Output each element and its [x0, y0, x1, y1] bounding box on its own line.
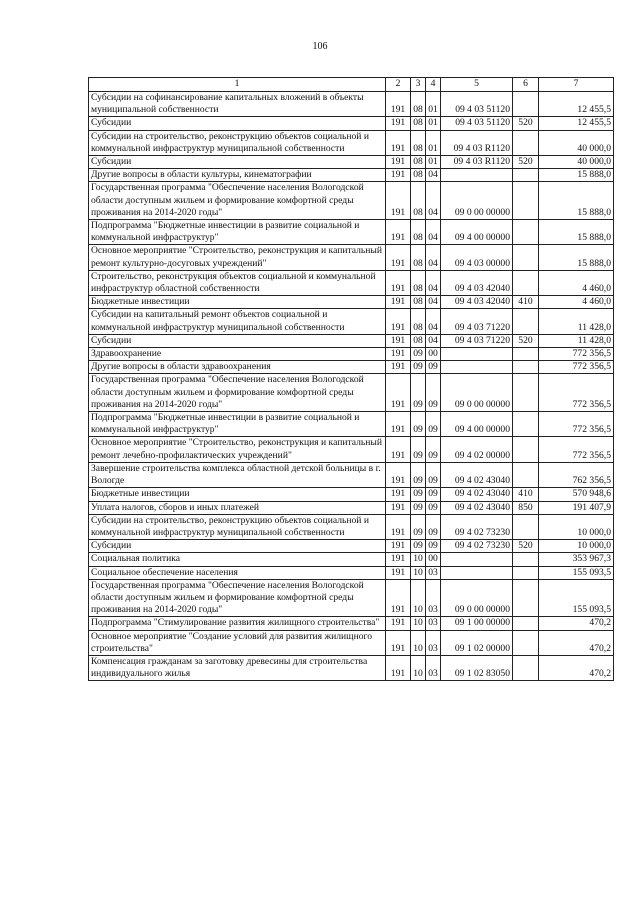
table-row [89, 130, 614, 155]
row-name-cell: Основное мероприятие "Строительство, реконструкция и капитальный ремонт культурно-досуговых учреждений" [89, 245, 386, 270]
row-subsection-cell: 04 [426, 309, 441, 334]
row-subsection-cell: 01 [426, 117, 441, 130]
row-amount-cell: 10 000,0 [539, 540, 614, 553]
row-code-cell: 191 [386, 617, 411, 630]
row-section-cell: 08 [411, 245, 426, 270]
row-expense-type-cell [513, 245, 539, 270]
row-code-cell: 191 [386, 514, 411, 539]
row-name-cell: Государственная программа "Обеспечение населения Вологодской области доступным жильем и формирование комфортной среды проживания на 2014-2020 годы" [89, 579, 386, 617]
row-subsection-cell: 03 [426, 630, 441, 655]
row-section-cell: 10 [411, 617, 426, 630]
table-row [89, 579, 614, 617]
row-code-cell: 191 [386, 540, 411, 553]
row-section-cell: 08 [411, 156, 426, 169]
row-target-article-cell [441, 169, 513, 182]
row-section-cell: 08 [411, 169, 426, 182]
row-name-cell: Бюджетные инвестиции [89, 488, 386, 501]
row-name-cell: Уплата налогов, сборов и иных платежей [89, 501, 386, 514]
table-row [89, 92, 614, 117]
header-col-6: 6 [513, 78, 539, 92]
row-target-article-cell [441, 566, 513, 579]
row-name-cell: Субсидии на строительство, реконструкцию объектов социальной и коммунальной инфраструктур муниципальной собственности [89, 514, 386, 539]
row-target-article-cell: 09 4 03 42040 [441, 270, 513, 295]
row-section-cell: 08 [411, 220, 426, 245]
row-expense-type-cell [513, 630, 539, 655]
row-code-cell: 191 [386, 462, 411, 487]
row-expense-type-cell [513, 412, 539, 437]
row-subsection-cell: 09 [426, 501, 441, 514]
table-row [89, 182, 614, 220]
row-target-article-cell: 09 4 03 R1120 [441, 156, 513, 169]
row-target-article-cell: 09 4 02 00000 [441, 437, 513, 462]
row-expense-type-cell [513, 437, 539, 462]
row-amount-cell: 353 967,3 [539, 553, 614, 566]
row-section-cell: 10 [411, 630, 426, 655]
row-target-article-cell: 09 0 00 00000 [441, 374, 513, 412]
row-code-cell: 191 [386, 182, 411, 220]
row-code-cell: 191 [386, 412, 411, 437]
row-amount-cell: 772 356,5 [539, 412, 614, 437]
table-row [89, 361, 614, 374]
row-subsection-cell: 04 [426, 296, 441, 309]
row-section-cell: 08 [411, 117, 426, 130]
table-row [89, 437, 614, 462]
row-target-article-cell: 09 0 00 00000 [441, 579, 513, 617]
row-section-cell: 08 [411, 182, 426, 220]
row-expense-type-cell [513, 182, 539, 220]
row-name-cell: Здравоохранение [89, 348, 386, 361]
table-row [89, 630, 614, 655]
row-code-cell: 191 [386, 488, 411, 501]
row-code-cell: 191 [386, 156, 411, 169]
row-subsection-cell: 03 [426, 566, 441, 579]
row-amount-cell: 772 356,5 [539, 348, 614, 361]
row-target-article-cell [441, 361, 513, 374]
row-amount-cell: 15 888,0 [539, 245, 614, 270]
row-code-cell: 191 [386, 245, 411, 270]
row-target-article-cell: 09 4 03 42040 [441, 296, 513, 309]
row-code-cell: 191 [386, 220, 411, 245]
table-row [89, 309, 614, 334]
row-amount-cell: 15 888,0 [539, 182, 614, 220]
table-row [89, 348, 614, 361]
page-number: 106 [312, 41, 328, 52]
row-target-article-cell: 09 4 02 73230 [441, 514, 513, 539]
row-subsection-cell: 09 [426, 437, 441, 462]
row-subsection-cell: 03 [426, 655, 441, 680]
row-code-cell: 191 [386, 334, 411, 347]
table-row [89, 412, 614, 437]
row-amount-cell: 15 888,0 [539, 220, 614, 245]
row-section-cell: 10 [411, 566, 426, 579]
row-subsection-cell: 09 [426, 361, 441, 374]
header-col-2: 2 [386, 78, 411, 92]
row-subsection-cell: 01 [426, 92, 441, 117]
row-subsection-cell: 00 [426, 553, 441, 566]
row-amount-cell: 155 093,5 [539, 579, 614, 617]
table-row [89, 334, 614, 347]
row-expense-type-cell [513, 348, 539, 361]
row-target-article-cell: 09 1 02 00000 [441, 630, 513, 655]
row-expense-type-cell [513, 655, 539, 680]
row-section-cell: 08 [411, 309, 426, 334]
row-name-cell: Основное мероприятие "Строительство, реконструкция и капитальный ремонт лечебно-профилактических учреждений" [89, 437, 386, 462]
row-section-cell: 09 [411, 514, 426, 539]
row-name-cell: Бюджетные инвестиции [89, 296, 386, 309]
table-header-row [89, 78, 614, 92]
row-name-cell: Субсидии [89, 117, 386, 130]
table-body [89, 92, 614, 681]
row-section-cell: 09 [411, 361, 426, 374]
row-name-cell: Строительство, реконструкция объектов социальной и коммунальной инфраструктур областной собственности [89, 270, 386, 295]
table-row [89, 169, 614, 182]
row-expense-type-cell [513, 361, 539, 374]
row-subsection-cell: 04 [426, 220, 441, 245]
row-subsection-cell: 09 [426, 514, 441, 539]
row-target-article-cell: 09 1 02 83050 [441, 655, 513, 680]
row-name-cell: Субсидии на капитальный ремонт объектов социальной и коммунальной инфраструктур муниципальной собственности [89, 309, 386, 334]
row-expense-type-cell [513, 566, 539, 579]
header-col-5: 5 [441, 78, 513, 92]
row-code-cell: 191 [386, 309, 411, 334]
table-row [89, 514, 614, 539]
row-amount-cell: 570 948,6 [539, 488, 614, 501]
row-target-article-cell: 09 4 03 R1120 [441, 130, 513, 155]
row-amount-cell: 4 460,0 [539, 270, 614, 295]
table-row [89, 566, 614, 579]
row-subsection-cell: 01 [426, 130, 441, 155]
row-code-cell: 191 [386, 92, 411, 117]
row-target-article-cell: 09 4 03 51120 [441, 117, 513, 130]
row-target-article-cell [441, 553, 513, 566]
table-row [89, 553, 614, 566]
row-code-cell: 191 [386, 130, 411, 155]
table-row [89, 245, 614, 270]
row-amount-cell: 11 428,0 [539, 334, 614, 347]
row-code-cell: 191 [386, 501, 411, 514]
row-subsection-cell: 01 [426, 156, 441, 169]
row-name-cell: Субсидии [89, 334, 386, 347]
row-name-cell: Социальное обеспечение населения [89, 566, 386, 579]
row-section-cell: 10 [411, 579, 426, 617]
row-section-cell: 09 [411, 501, 426, 514]
row-amount-cell: 4 460,0 [539, 296, 614, 309]
row-amount-cell: 470,2 [539, 655, 614, 680]
row-section-cell: 09 [411, 437, 426, 462]
row-subsection-cell: 04 [426, 169, 441, 182]
row-name-cell: Компенсация гражданам за заготовку древесины для строительства индивидуального жилья [89, 655, 386, 680]
row-name-cell: Субсидии на строительство, реконструкцию объектов социальной и коммунальной инфраструктур муниципальной собственности [89, 130, 386, 155]
row-name-cell: Другие вопросы в области культуры, кинематографии [89, 169, 386, 182]
table-row [89, 220, 614, 245]
row-code-cell: 191 [386, 296, 411, 309]
row-amount-cell: 10 000,0 [539, 514, 614, 539]
row-subsection-cell: 04 [426, 334, 441, 347]
row-subsection-cell: 09 [426, 462, 441, 487]
row-amount-cell: 191 407,9 [539, 501, 614, 514]
row-target-article-cell: 09 4 03 00000 [441, 245, 513, 270]
row-amount-cell: 40 000,0 [539, 130, 614, 155]
row-name-cell: Государственная программа "Обеспечение населения Вологодской области доступным жильем и формирование комфортной среды проживания на 2014-2020 годы" [89, 374, 386, 412]
row-subsection-cell: 00 [426, 348, 441, 361]
row-expense-type-cell [513, 309, 539, 334]
row-target-article-cell: 09 4 02 43040 [441, 501, 513, 514]
row-subsection-cell: 04 [426, 245, 441, 270]
row-code-cell: 191 [386, 566, 411, 579]
row-amount-cell: 12 455,5 [539, 92, 614, 117]
row-section-cell: 10 [411, 655, 426, 680]
row-expense-type-cell [513, 374, 539, 412]
row-subsection-cell: 09 [426, 412, 441, 437]
row-expense-type-cell [513, 220, 539, 245]
row-subsection-cell: 04 [426, 270, 441, 295]
row-subsection-cell: 04 [426, 182, 441, 220]
row-code-cell: 191 [386, 655, 411, 680]
row-expense-type-cell: 410 [513, 488, 539, 501]
row-subsection-cell: 09 [426, 374, 441, 412]
row-amount-cell: 11 428,0 [539, 309, 614, 334]
row-expense-type-cell [513, 617, 539, 630]
row-target-article-cell: 09 4 00 00000 [441, 220, 513, 245]
row-name-cell: Социальная политика [89, 553, 386, 566]
row-section-cell: 09 [411, 462, 426, 487]
row-expense-type-cell [513, 169, 539, 182]
row-target-article-cell: 09 4 02 43040 [441, 462, 513, 487]
row-code-cell: 191 [386, 579, 411, 617]
row-name-cell: Субсидии [89, 540, 386, 553]
row-section-cell: 08 [411, 270, 426, 295]
row-section-cell: 09 [411, 374, 426, 412]
row-amount-cell: 15 888,0 [539, 169, 614, 182]
table-row [89, 617, 614, 630]
row-amount-cell: 470,2 [539, 617, 614, 630]
row-expense-type-cell: 520 [513, 156, 539, 169]
row-amount-cell: 772 356,5 [539, 374, 614, 412]
row-name-cell: Завершение строительства комплекса областной детской больницы в г. Вологде [89, 462, 386, 487]
row-expense-type-cell [513, 130, 539, 155]
row-name-cell: Подпрограмма "Бюджетные инвестиции в развитие социальной и коммунальной инфраструктур" [89, 220, 386, 245]
row-amount-cell: 155 093,5 [539, 566, 614, 579]
row-subsection-cell: 03 [426, 617, 441, 630]
row-target-article-cell: 09 0 00 00000 [441, 182, 513, 220]
row-section-cell: 08 [411, 296, 426, 309]
row-target-article-cell: 09 1 00 00000 [441, 617, 513, 630]
row-target-article-cell: 09 4 03 51120 [441, 92, 513, 117]
row-expense-type-cell [513, 579, 539, 617]
row-code-cell: 191 [386, 361, 411, 374]
row-target-article-cell [441, 348, 513, 361]
row-expense-type-cell [513, 92, 539, 117]
row-expense-type-cell [513, 462, 539, 487]
row-section-cell: 09 [411, 412, 426, 437]
table-row [89, 270, 614, 295]
row-expense-type-cell [513, 270, 539, 295]
row-expense-type-cell [513, 514, 539, 539]
table-row [89, 374, 614, 412]
row-amount-cell: 762 356,5 [539, 462, 614, 487]
row-amount-cell: 12 455,5 [539, 117, 614, 130]
row-amount-cell: 40 000,0 [539, 156, 614, 169]
row-code-cell: 191 [386, 117, 411, 130]
table-row [89, 462, 614, 487]
table-row [89, 655, 614, 680]
row-code-cell: 191 [386, 169, 411, 182]
table-row [89, 296, 614, 309]
row-target-article-cell: 09 4 02 43040 [441, 488, 513, 501]
row-name-cell: Субсидии [89, 156, 386, 169]
row-name-cell: Субсидии на софинансирование капитальных вложений в объекты муниципальной собственности [89, 92, 386, 117]
header-col-3: 3 [411, 78, 426, 92]
header-col-4: 4 [426, 78, 441, 92]
table-row [89, 156, 614, 169]
row-target-article-cell: 09 4 02 73230 [441, 540, 513, 553]
row-expense-type-cell: 850 [513, 501, 539, 514]
row-code-cell: 191 [386, 348, 411, 361]
row-section-cell: 10 [411, 553, 426, 566]
row-section-cell: 09 [411, 540, 426, 553]
row-subsection-cell: 09 [426, 540, 441, 553]
row-target-article-cell: 09 4 03 71220 [441, 334, 513, 347]
row-amount-cell: 470,2 [539, 630, 614, 655]
row-section-cell: 09 [411, 488, 426, 501]
row-expense-type-cell: 520 [513, 117, 539, 130]
row-target-article-cell: 09 4 00 00000 [441, 412, 513, 437]
row-section-cell: 08 [411, 130, 426, 155]
table-row [89, 117, 614, 130]
row-code-cell: 191 [386, 553, 411, 566]
row-section-cell: 09 [411, 348, 426, 361]
budget-table [88, 77, 614, 681]
row-subsection-cell: 09 [426, 488, 441, 501]
row-expense-type-cell: 520 [513, 540, 539, 553]
table-row [89, 488, 614, 501]
row-expense-type-cell: 520 [513, 334, 539, 347]
row-amount-cell: 772 356,5 [539, 361, 614, 374]
row-amount-cell: 772 356,5 [539, 437, 614, 462]
row-name-cell: Подпрограмма "Бюджетные инвестиции в развитие социальной и коммунальной инфраструктур" [89, 412, 386, 437]
row-section-cell: 08 [411, 334, 426, 347]
row-name-cell: Основное мероприятие "Создание условий для развития жилищного строительства" [89, 630, 386, 655]
row-expense-type-cell [513, 553, 539, 566]
row-name-cell: Государственная программа "Обеспечение населения Вологодской области доступным жильем и формирование комфортной среды проживания на 2014-2020 годы" [89, 182, 386, 220]
header-col-1: 1 [89, 78, 386, 92]
row-expense-type-cell: 410 [513, 296, 539, 309]
row-code-cell: 191 [386, 374, 411, 412]
table-row [89, 540, 614, 553]
row-code-cell: 191 [386, 630, 411, 655]
row-target-article-cell: 09 4 03 71220 [441, 309, 513, 334]
row-code-cell: 191 [386, 437, 411, 462]
row-code-cell: 191 [386, 270, 411, 295]
table-row [89, 501, 614, 514]
row-name-cell: Подпрограмма "Стимулирование развития жилищного строительства" [89, 617, 386, 630]
row-section-cell: 08 [411, 92, 426, 117]
row-name-cell: Другие вопросы в области здравоохранения [89, 361, 386, 374]
header-col-7: 7 [539, 78, 614, 92]
row-subsection-cell: 03 [426, 579, 441, 617]
